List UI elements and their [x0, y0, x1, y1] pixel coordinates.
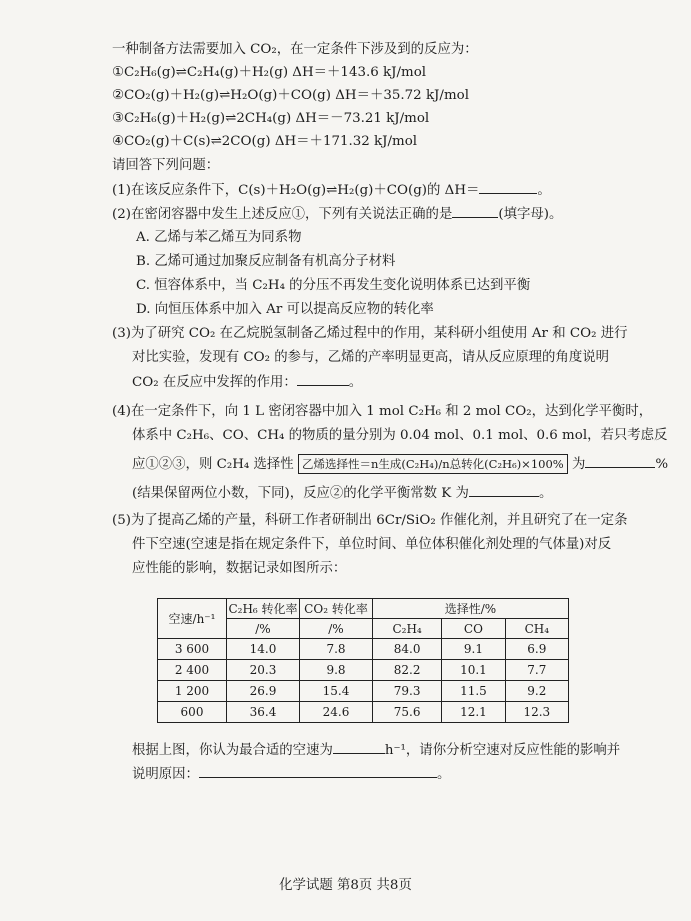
question-2: [112, 205, 562, 224]
table-cell: 36.4: [227, 702, 300, 723]
table-cell: 24.6: [300, 702, 373, 723]
page-footer: 化学试题 第8页 共8页: [279, 878, 412, 893]
question-1-end: 。: [537, 183, 551, 198]
option-b: B. 乙烯可通过加聚反应制备有机高分子材料: [136, 254, 396, 269]
intro-line: 一种制备方法需要加入 CO₂，在一定条件下涉及到的反应为：: [112, 42, 478, 57]
answer-blank-2[interactable]: [452, 205, 498, 218]
question-2-end: (填字母)。: [498, 207, 563, 222]
header-c2h6-conversion: C₂H₆ 转化率: [227, 599, 300, 619]
header-sel-c2h4: C₂H₄: [373, 619, 442, 639]
table-cell: 10.1: [442, 660, 505, 681]
table-cell: 79.3: [373, 681, 442, 702]
header-selectivity: 选择性/%: [373, 599, 569, 619]
answer-blank-1[interactable]: [479, 181, 537, 194]
table-cell: 15.4: [300, 681, 373, 702]
table-row: [158, 660, 569, 681]
table-cell: 11.5: [442, 681, 505, 702]
header-co2-unit: /%: [300, 619, 373, 639]
option-d: D. 向恒压体系中加入 Ar 可以提高反应物的转化率: [136, 302, 434, 317]
reaction-2: ②CO₂(g)＋H₂(g)⇌H₂O(g)＋CO(g) ΔH＝＋35.72 kJ/mol: [112, 88, 469, 103]
reason-label: 说明原因：: [132, 767, 199, 782]
after-table-line-1: [132, 741, 620, 760]
question-3-line-3: [132, 373, 362, 392]
answer-blank-7[interactable]: [199, 765, 437, 778]
question-5-line-1: (5)为了提高乙烯的产量，科研工作者研制出 6Cr/SiO₂ 作催化剂，并且研究了在一定条: [112, 513, 628, 528]
question-4-line-3: [132, 454, 668, 474]
space-velocity-question-cont: h⁻¹，请你分析空速对反应性能的影响并: [384, 743, 621, 758]
table-cell: 7.7: [505, 660, 568, 681]
answer-blank-6[interactable]: [333, 741, 385, 754]
table-cell: 26.9: [227, 681, 300, 702]
table-row: [158, 639, 569, 660]
table-cell: 1 200: [158, 681, 227, 702]
question-1-text: (1)在该反应条件下，C(s)＋H₂O(g)⇌H₂(g)＋CO(g)的 ΔH＝: [112, 183, 480, 198]
reaction-1: ①C₂H₆(g)⇌C₂H₄(g)＋H₂(g) ΔH＝＋143.6 kJ/mol: [112, 65, 427, 80]
answer-blank-4[interactable]: [585, 455, 655, 468]
table-cell: 2 400: [158, 660, 227, 681]
header-c2h6-unit: /%: [227, 619, 300, 639]
table-cell: 9.1: [442, 639, 505, 660]
table-cell: 600: [158, 702, 227, 723]
answer-blank-3[interactable]: [297, 373, 349, 386]
table-cell: 9.2: [505, 681, 568, 702]
table-cell: 6.9: [505, 639, 568, 660]
space-velocity-question: 根据上图，你认为最合适的空速为: [132, 743, 333, 758]
question-2-text: (2)在密闭容器中发生上述反应①，下列有关说法正确的是: [112, 207, 453, 222]
header-space-velocity: 空速/h⁻¹: [158, 599, 227, 639]
header-sel-ch4: CH₄: [505, 619, 568, 639]
question-3-line-1: (3)为了研究 CO₂ 在乙烷脱氢制备乙烯过程中的作用，某科研小组使用 Ar 和 CO₂ 进行: [112, 326, 628, 341]
question-4-line-1: (4)在一定条件下，向 1 L 密闭容器中加入 1 mol C₂H₆ 和 2 mol CO₂，达到化学平衡时，: [112, 404, 653, 419]
table-cell: 20.3: [227, 660, 300, 681]
selectivity-formula: 乙烯选择性＝n生成(C₂H₄)/n总转化(C₂H₆)×100%: [298, 454, 568, 474]
question-4-line-4: [132, 484, 552, 503]
after-table-line-2: [132, 765, 450, 784]
answer-prompt: 请回答下列问题：: [112, 158, 220, 173]
table-cell: 75.6: [373, 702, 442, 723]
question-3-text: CO₂ 在反应中发挥的作用：: [132, 375, 297, 390]
table-cell: 82.2: [373, 660, 442, 681]
question-4-text: 应①②③，则 C₂H₄ 选择性: [132, 457, 294, 472]
table-cell: 14.0: [227, 639, 300, 660]
answer-blank-5[interactable]: [469, 484, 539, 497]
header-co2-conversion: CO₂ 转化率: [300, 599, 373, 619]
table-cell: 12.1: [442, 702, 505, 723]
question-3-line-2: 对比实验，发现有 CO₂ 的参与，乙烯的产率明显更高，请从反应原理的角度说明: [132, 350, 609, 365]
question-1: [112, 181, 551, 200]
table-cell: 12.3: [505, 702, 568, 723]
space-velocity-table: [157, 598, 569, 723]
question-4-percent: %: [655, 457, 669, 472]
question-5-line-2: 件下空速(空速是指在规定条件下，单位时间、单位体积催化剂处理的气体量)对反: [132, 537, 612, 552]
table-cell: 84.0: [373, 639, 442, 660]
header-sel-co: CO: [442, 619, 505, 639]
table-row: [158, 702, 569, 723]
table-cell: 3 600: [158, 639, 227, 660]
question-5-line-3: 应性能的影响，数据记录如图所示：: [132, 561, 347, 576]
option-a: A. 乙烯与苯乙烯互为同系物: [136, 230, 302, 245]
reaction-4: ④CO₂(g)＋C(s)⇌2CO(g) ΔH＝＋171.32 kJ/mol: [112, 134, 418, 149]
question-4-k-end: 。: [538, 486, 553, 501]
reason-end: 。: [436, 767, 451, 782]
question-4-line-2: 体系中 C₂H₆、CO、CH₄ 的物质的量分别为 0.04 mol、0.1 mol、0.6 mol，若只考虑反: [132, 428, 668, 443]
question-4-wei: 为: [571, 457, 586, 472]
table-row: [158, 681, 569, 702]
option-c: C. 恒容体系中，当 C₂H₄ 的分压不再发生变化说明体系已达到平衡: [136, 278, 531, 293]
question-3-end: 。: [348, 375, 363, 390]
reaction-3: ③C₂H₆(g)＋H₂(g)⇌2CH₄(g) ΔH＝－73.21 kJ/mol: [112, 111, 430, 126]
table-cell: 9.8: [300, 660, 373, 681]
question-4-k-text: (结果保留两位小数，下同)，反应②的化学平衡常数 K 为: [132, 486, 469, 501]
table-cell: 7.8: [300, 639, 373, 660]
